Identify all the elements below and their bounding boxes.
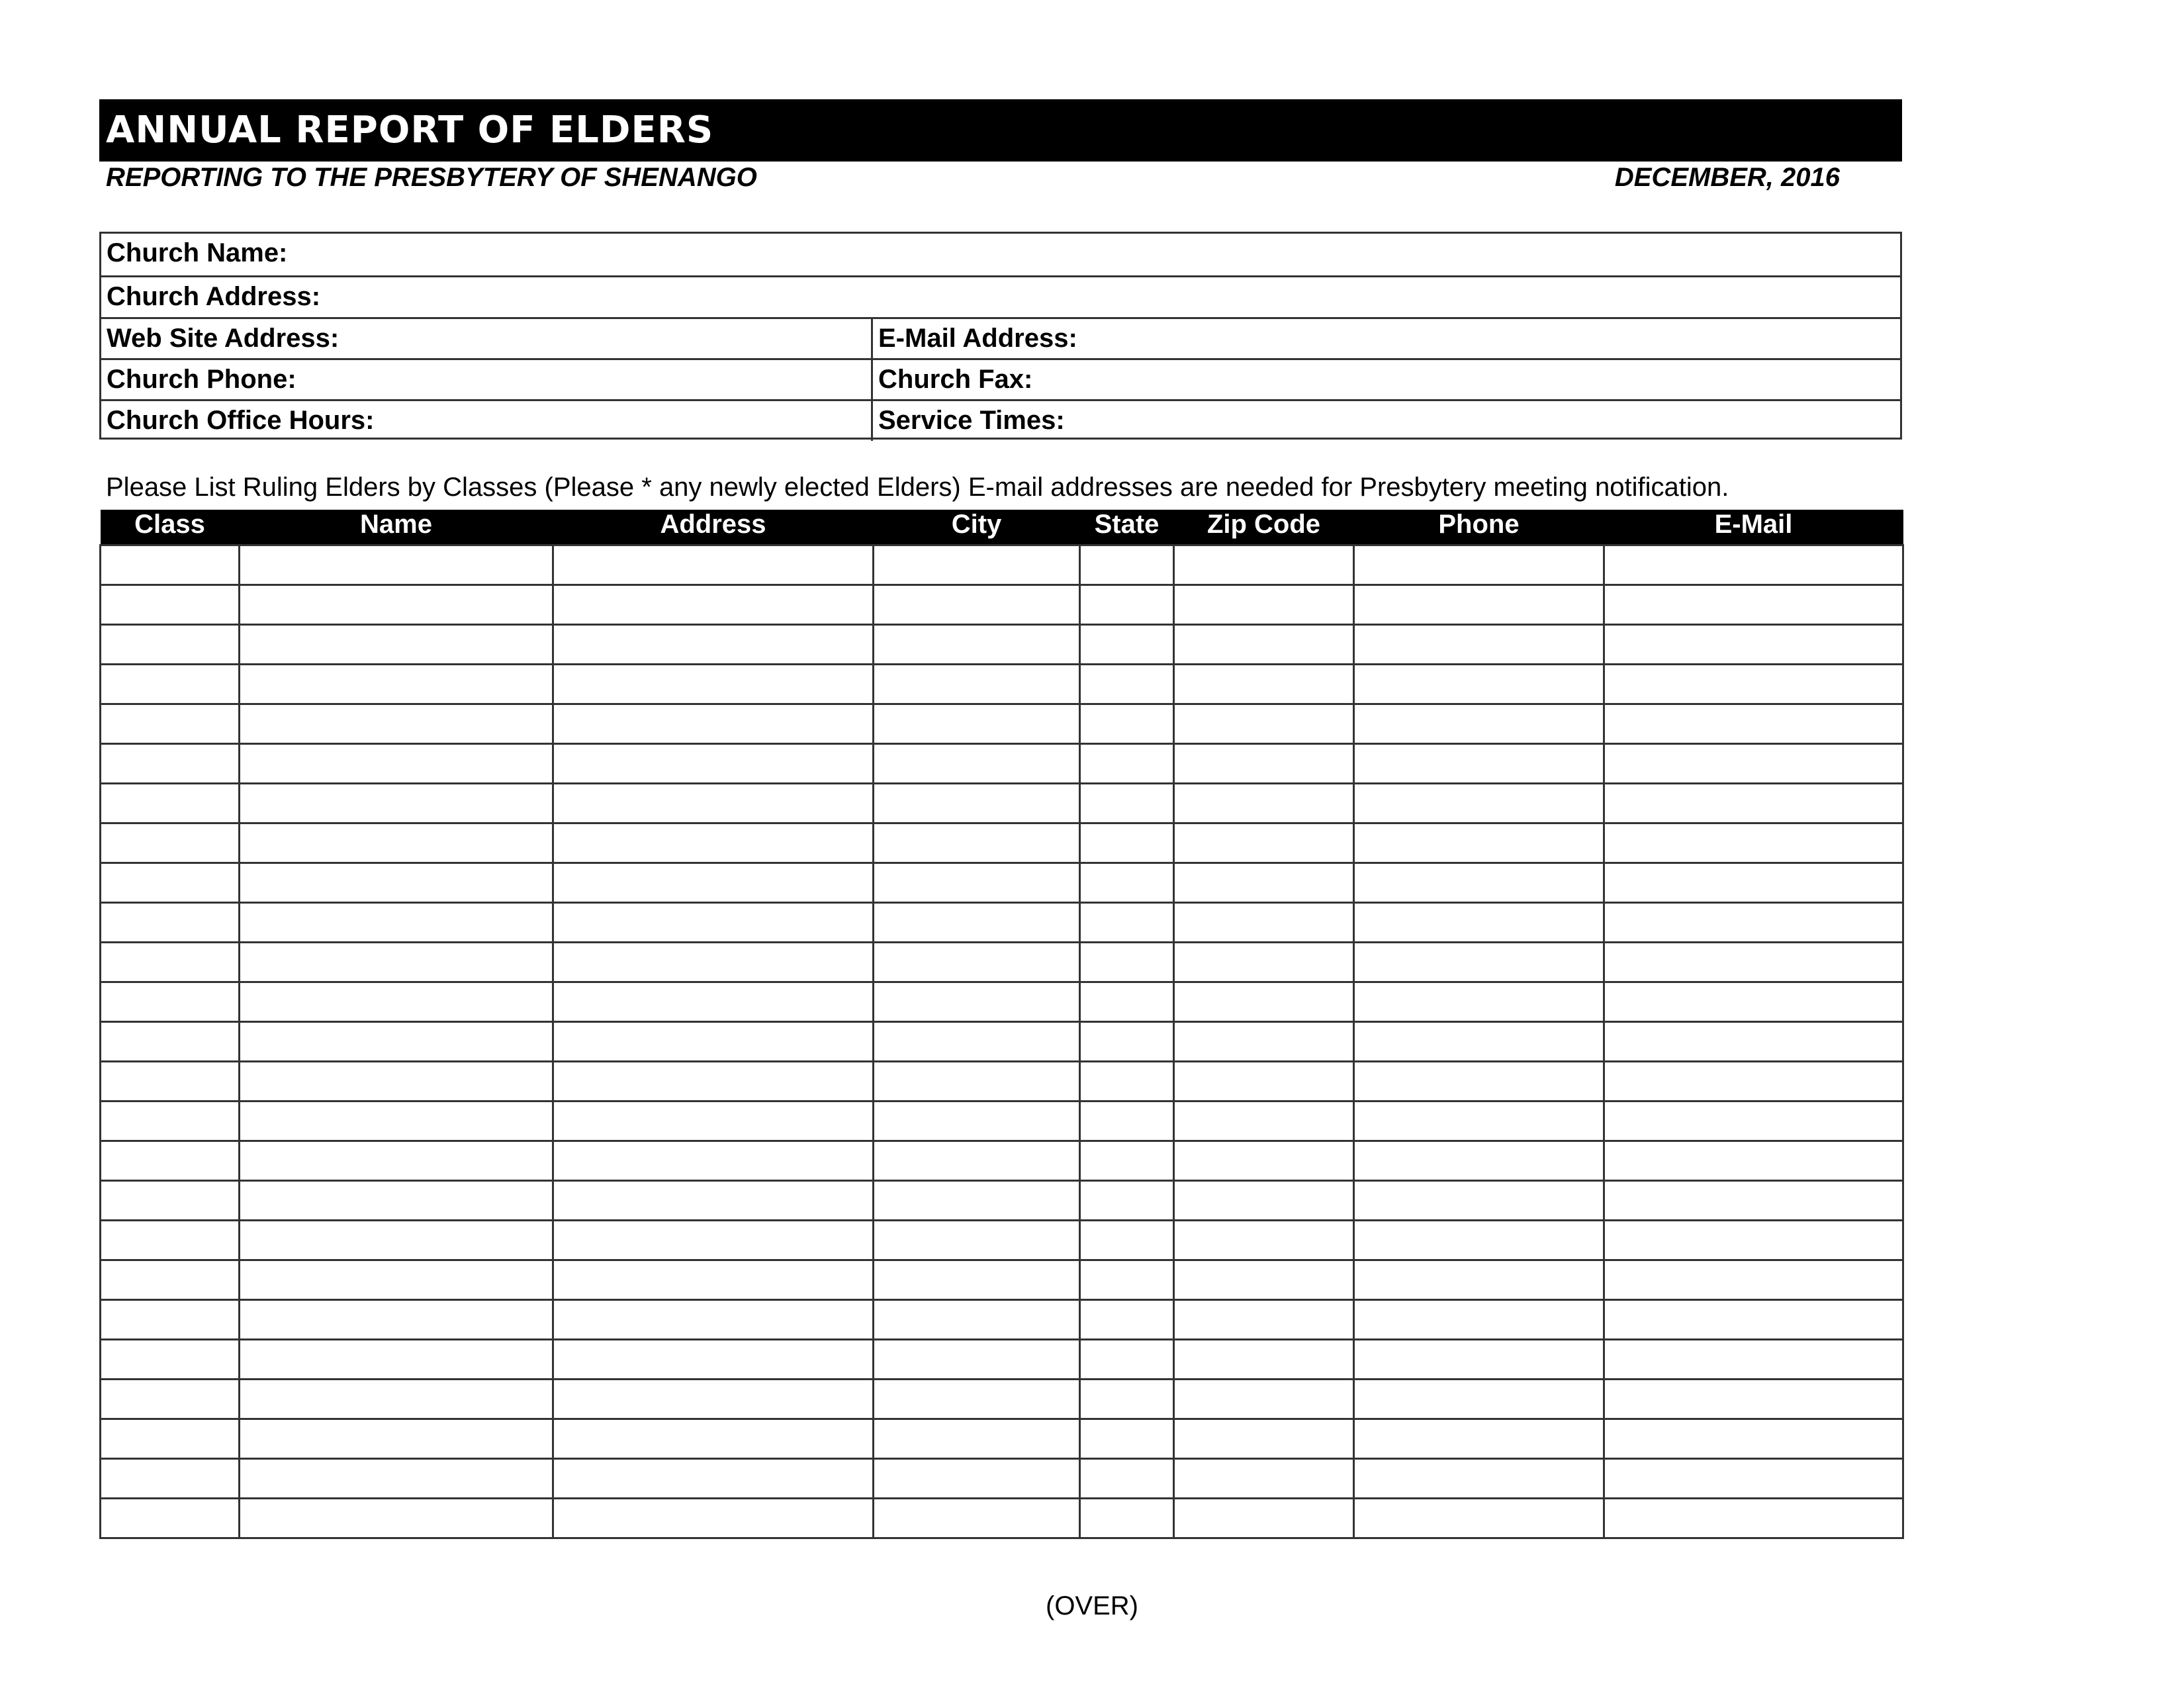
cell-email[interactable] — [1604, 625, 1903, 665]
cell-zip-code[interactable] — [1174, 903, 1354, 943]
cell-name[interactable] — [240, 1022, 553, 1062]
cell-city[interactable] — [874, 943, 1080, 982]
cell-name[interactable] — [240, 744, 553, 784]
cell-email[interactable] — [1604, 1141, 1903, 1181]
cell-phone[interactable] — [1354, 863, 1604, 903]
church-info-block — [99, 232, 1902, 440]
cell-phone[interactable] — [1354, 1221, 1604, 1260]
cell-zip-code[interactable] — [1174, 1499, 1354, 1538]
cell-email[interactable] — [1604, 1102, 1903, 1141]
cell-zip-code[interactable] — [1174, 1181, 1354, 1221]
office-hours-field[interactable]: Church Office Hours: — [101, 401, 873, 441]
cell-class[interactable] — [101, 1181, 240, 1221]
cell-state[interactable] — [1080, 1062, 1174, 1102]
cell-phone[interactable] — [1354, 704, 1604, 744]
cell-name[interactable] — [240, 823, 553, 863]
table-row — [101, 863, 1903, 903]
cell-class[interactable] — [101, 545, 240, 585]
cell-phone[interactable] — [1354, 943, 1604, 982]
cell-address[interactable] — [553, 1380, 874, 1419]
cell-phone[interactable] — [1354, 1459, 1604, 1499]
cell-name[interactable] — [240, 1062, 553, 1102]
table-row — [101, 784, 1903, 823]
cell-name[interactable] — [240, 1459, 553, 1499]
page-title: ANNUAL REPORT OF ELDERS — [106, 109, 714, 152]
cell-phone[interactable] — [1354, 1499, 1604, 1538]
church-name-row — [101, 234, 1900, 275]
table-row — [101, 1221, 1903, 1260]
website-field[interactable]: Web Site Address: — [101, 319, 873, 359]
cell-class[interactable] — [101, 704, 240, 744]
cell-email[interactable] — [1604, 1340, 1903, 1380]
cell-zip-code[interactable] — [1174, 625, 1354, 665]
cell-class[interactable] — [101, 982, 240, 1022]
cell-phone[interactable] — [1354, 1102, 1604, 1141]
cell-class[interactable] — [101, 1340, 240, 1380]
table-row — [101, 1022, 1903, 1062]
cell-name[interactable] — [240, 1340, 553, 1380]
cell-name[interactable] — [240, 625, 553, 665]
cell-zip-code[interactable] — [1174, 784, 1354, 823]
cell-address[interactable] — [553, 784, 874, 823]
cell-email[interactable] — [1604, 545, 1903, 585]
cell-email[interactable] — [1604, 1300, 1903, 1340]
cell-phone[interactable] — [1354, 1141, 1604, 1181]
cell-state[interactable] — [1080, 585, 1174, 625]
church-address-row — [101, 275, 1900, 317]
cell-state[interactable] — [1080, 1380, 1174, 1419]
table-row — [101, 1141, 1903, 1181]
church-name-field[interactable]: Church Name: — [107, 238, 288, 267]
cell-class[interactable] — [101, 1102, 240, 1141]
cell-address[interactable] — [553, 943, 874, 982]
cell-city[interactable] — [874, 784, 1080, 823]
cell-city[interactable] — [874, 545, 1080, 585]
cell-email[interactable] — [1604, 784, 1903, 823]
cell-zip-code[interactable] — [1174, 1380, 1354, 1419]
cell-address[interactable] — [553, 903, 874, 943]
elders-instructions: Please List Ruling Elders by Classes (Please * any newly elected Elders) E-mail addresses are needed for Presbytery meeting notification. — [106, 473, 1729, 502]
cell-class[interactable] — [101, 665, 240, 704]
cell-zip-code[interactable] — [1174, 1419, 1354, 1459]
cell-name[interactable] — [240, 863, 553, 903]
cell-address[interactable] — [553, 1459, 874, 1499]
cell-state[interactable] — [1080, 665, 1174, 704]
elders-header-row — [101, 510, 1903, 545]
cell-state[interactable] — [1080, 1102, 1174, 1141]
cell-zip-code[interactable] — [1174, 1340, 1354, 1380]
cell-zip-code[interactable] — [1174, 545, 1354, 585]
cell-city[interactable] — [874, 1102, 1080, 1141]
cell-name[interactable] — [240, 1141, 553, 1181]
cell-zip-code[interactable] — [1174, 982, 1354, 1022]
cell-email[interactable] — [1604, 1499, 1903, 1538]
cell-zip-code[interactable] — [1174, 1022, 1354, 1062]
cell-address[interactable] — [553, 1300, 874, 1340]
cell-city[interactable] — [874, 1340, 1080, 1380]
cell-zip-code[interactable] — [1174, 823, 1354, 863]
cell-address[interactable] — [553, 1419, 874, 1459]
cell-email[interactable] — [1604, 1022, 1903, 1062]
cell-state[interactable] — [1080, 744, 1174, 784]
elders-table — [99, 510, 1904, 1539]
cell-email[interactable] — [1604, 863, 1903, 903]
cell-zip-code[interactable] — [1174, 1141, 1354, 1181]
cell-name[interactable] — [240, 585, 553, 625]
cell-state[interactable] — [1080, 1141, 1174, 1181]
cell-state[interactable] — [1080, 1181, 1174, 1221]
cell-phone[interactable] — [1354, 545, 1604, 585]
cell-class[interactable] — [101, 1499, 240, 1538]
table-row — [101, 943, 1903, 982]
table-row — [101, 1340, 1903, 1380]
cell-state[interactable] — [1080, 1260, 1174, 1300]
cell-email[interactable] — [1604, 1260, 1903, 1300]
cell-email[interactable] — [1604, 1419, 1903, 1459]
column-header-zip-code: Zip Code — [1174, 510, 1354, 545]
table-row — [101, 1380, 1903, 1419]
cell-state[interactable] — [1080, 1340, 1174, 1380]
table-row — [101, 823, 1903, 863]
column-header-email: E-Mail — [1604, 510, 1903, 545]
cell-zip-code[interactable] — [1174, 1459, 1354, 1499]
cell-city[interactable] — [874, 1181, 1080, 1221]
cell-class[interactable] — [101, 1459, 240, 1499]
cell-address[interactable] — [553, 1022, 874, 1062]
cell-state[interactable] — [1080, 545, 1174, 585]
cell-zip-code[interactable] — [1174, 704, 1354, 744]
cell-phone[interactable] — [1354, 982, 1604, 1022]
cell-class[interactable] — [101, 1141, 240, 1181]
column-header-city: City — [874, 510, 1080, 545]
table-row — [101, 1181, 1903, 1221]
cell-name[interactable] — [240, 943, 553, 982]
table-row — [101, 1300, 1903, 1340]
cell-name[interactable] — [240, 1499, 553, 1538]
cell-zip-code[interactable] — [1174, 1062, 1354, 1102]
table-row — [101, 1419, 1903, 1459]
cell-city[interactable] — [874, 982, 1080, 1022]
cell-city[interactable] — [874, 1499, 1080, 1538]
over-note: (OVER) — [1046, 1591, 1138, 1620]
cell-state[interactable] — [1080, 903, 1174, 943]
cell-state[interactable] — [1080, 1221, 1174, 1260]
cell-address[interactable] — [553, 863, 874, 903]
cell-city[interactable] — [874, 1459, 1080, 1499]
cell-address[interactable] — [553, 1062, 874, 1102]
cell-address[interactable] — [553, 1181, 874, 1221]
cell-address[interactable] — [553, 704, 874, 744]
church-address-field[interactable]: Church Address: — [107, 282, 321, 311]
cell-address[interactable] — [553, 665, 874, 704]
cell-address[interactable] — [553, 823, 874, 863]
cell-zip-code[interactable] — [1174, 943, 1354, 982]
cell-class[interactable] — [101, 823, 240, 863]
cell-phone[interactable] — [1354, 823, 1604, 863]
hours-services-row — [101, 399, 1900, 441]
table-row — [101, 744, 1903, 784]
elders-table-wrapper — [99, 510, 1902, 1539]
cell-city[interactable] — [874, 823, 1080, 863]
cell-class[interactable] — [101, 784, 240, 823]
cell-phone[interactable] — [1354, 903, 1604, 943]
table-row — [101, 585, 1903, 625]
cell-class[interactable] — [101, 1062, 240, 1102]
cell-class[interactable] — [101, 1221, 240, 1260]
cell-email[interactable] — [1604, 1221, 1903, 1260]
cell-state[interactable] — [1080, 1499, 1174, 1538]
cell-email[interactable] — [1604, 585, 1903, 625]
cell-city[interactable] — [874, 1419, 1080, 1459]
cell-phone[interactable] — [1354, 744, 1604, 784]
cell-name[interactable] — [240, 1300, 553, 1340]
cell-class[interactable] — [101, 1380, 240, 1419]
church-phone-field[interactable]: Church Phone: — [101, 360, 873, 400]
cell-phone[interactable] — [1354, 1380, 1604, 1419]
cell-phone[interactable] — [1354, 1260, 1604, 1300]
cell-class[interactable] — [101, 903, 240, 943]
cell-phone[interactable] — [1354, 1340, 1604, 1380]
column-header-name: Name — [240, 510, 553, 545]
elders-table-body — [101, 545, 1903, 1538]
cell-name[interactable] — [240, 982, 553, 1022]
cell-email[interactable] — [1604, 1380, 1903, 1419]
cell-zip-code[interactable] — [1174, 1260, 1354, 1300]
cell-address[interactable] — [553, 1260, 874, 1300]
cell-name[interactable] — [240, 545, 553, 585]
cell-city[interactable] — [874, 1062, 1080, 1102]
cell-city[interactable] — [874, 704, 1080, 744]
cell-zip-code[interactable] — [1174, 863, 1354, 903]
cell-class[interactable] — [101, 1300, 240, 1340]
cell-class[interactable] — [101, 625, 240, 665]
cell-city[interactable] — [874, 665, 1080, 704]
cell-email[interactable] — [1604, 903, 1903, 943]
cell-zip-code[interactable] — [1174, 1300, 1354, 1340]
cell-city[interactable] — [874, 744, 1080, 784]
title-bar — [99, 99, 1902, 162]
cell-class[interactable] — [101, 585, 240, 625]
cell-phone[interactable] — [1354, 1181, 1604, 1221]
cell-city[interactable] — [874, 585, 1080, 625]
cell-phone[interactable] — [1354, 1062, 1604, 1102]
cell-state[interactable] — [1080, 863, 1174, 903]
cell-address[interactable] — [553, 1141, 874, 1181]
cell-address[interactable] — [553, 585, 874, 625]
cell-state[interactable] — [1080, 943, 1174, 982]
cell-phone[interactable] — [1354, 625, 1604, 665]
cell-name[interactable] — [240, 1221, 553, 1260]
cell-name[interactable] — [240, 1102, 553, 1141]
cell-address[interactable] — [553, 982, 874, 1022]
cell-email[interactable] — [1604, 665, 1903, 704]
cell-email[interactable] — [1604, 704, 1903, 744]
table-row — [101, 704, 1903, 744]
cell-city[interactable] — [874, 1260, 1080, 1300]
cell-phone[interactable] — [1354, 665, 1604, 704]
cell-zip-code[interactable] — [1174, 665, 1354, 704]
cell-class[interactable] — [101, 1419, 240, 1459]
cell-state[interactable] — [1080, 784, 1174, 823]
cell-email[interactable] — [1604, 1181, 1903, 1221]
cell-state[interactable] — [1080, 1300, 1174, 1340]
report-date: DECEMBER, 2016 — [1614, 163, 1840, 192]
service-times-field[interactable]: Service Times: — [878, 406, 1065, 435]
cell-address[interactable] — [553, 1102, 874, 1141]
cell-email[interactable] — [1604, 823, 1903, 863]
cell-name[interactable] — [240, 1181, 553, 1221]
cell-phone[interactable] — [1354, 585, 1604, 625]
table-row — [101, 665, 1903, 704]
cell-name[interactable] — [240, 704, 553, 744]
cell-name[interactable] — [240, 1260, 553, 1300]
cell-state[interactable] — [1080, 625, 1174, 665]
cell-email[interactable] — [1604, 744, 1903, 784]
column-header-state: State — [1080, 510, 1174, 545]
cell-state[interactable] — [1080, 1419, 1174, 1459]
cell-address[interactable] — [553, 1340, 874, 1380]
cell-phone[interactable] — [1354, 1300, 1604, 1340]
cell-city[interactable] — [874, 1380, 1080, 1419]
cell-class[interactable] — [101, 943, 240, 982]
cell-zip-code[interactable] — [1174, 585, 1354, 625]
cell-name[interactable] — [240, 903, 553, 943]
cell-address[interactable] — [553, 545, 874, 585]
column-header-class: Class — [101, 510, 240, 545]
cell-name[interactable] — [240, 665, 553, 704]
cell-phone[interactable] — [1354, 784, 1604, 823]
cell-city[interactable] — [874, 1141, 1080, 1181]
cell-address[interactable] — [553, 1221, 874, 1260]
column-header-address: Address — [553, 510, 874, 545]
cell-class[interactable] — [101, 1260, 240, 1300]
cell-name[interactable] — [240, 1419, 553, 1459]
cell-state[interactable] — [1080, 704, 1174, 744]
cell-state[interactable] — [1080, 1022, 1174, 1062]
cell-name[interactable] — [240, 1380, 553, 1419]
cell-class[interactable] — [101, 863, 240, 903]
cell-zip-code[interactable] — [1174, 1102, 1354, 1141]
cell-state[interactable] — [1080, 982, 1174, 1022]
cell-address[interactable] — [553, 744, 874, 784]
table-row — [101, 1499, 1903, 1538]
website-email-row — [101, 317, 1900, 359]
cell-zip-code[interactable] — [1174, 744, 1354, 784]
cell-city[interactable] — [874, 1300, 1080, 1340]
cell-address[interactable] — [553, 1499, 874, 1538]
table-row — [101, 1102, 1903, 1141]
cell-email[interactable] — [1604, 943, 1903, 982]
cell-city[interactable] — [874, 1221, 1080, 1260]
email-field[interactable]: E-Mail Address: — [878, 324, 1077, 353]
church-fax-field[interactable]: Church Fax: — [878, 365, 1033, 394]
table-row — [101, 903, 1903, 943]
phone-fax-row — [101, 358, 1900, 400]
table-row — [101, 982, 1903, 1022]
cell-city[interactable] — [874, 863, 1080, 903]
table-row — [101, 625, 1903, 665]
table-row — [101, 1062, 1903, 1102]
table-row — [101, 1260, 1903, 1300]
column-header-phone: Phone — [1354, 510, 1604, 545]
cell-city[interactable] — [874, 1022, 1080, 1062]
cell-email[interactable] — [1604, 982, 1903, 1022]
cell-class[interactable] — [101, 744, 240, 784]
cell-phone[interactable] — [1354, 1022, 1604, 1062]
report-subtitle: REPORTING TO THE PRESBYTERY OF SHENANGO — [106, 163, 757, 192]
cell-name[interactable] — [240, 784, 553, 823]
cell-phone[interactable] — [1354, 1419, 1604, 1459]
cell-email[interactable] — [1604, 1062, 1903, 1102]
cell-city[interactable] — [874, 625, 1080, 665]
cell-email[interactable] — [1604, 1459, 1903, 1499]
table-row — [101, 1459, 1903, 1499]
cell-address[interactable] — [553, 625, 874, 665]
cell-city[interactable] — [874, 903, 1080, 943]
cell-class[interactable] — [101, 1022, 240, 1062]
cell-zip-code[interactable] — [1174, 1221, 1354, 1260]
cell-state[interactable] — [1080, 823, 1174, 863]
cell-state[interactable] — [1080, 1459, 1174, 1499]
table-row — [101, 545, 1903, 585]
